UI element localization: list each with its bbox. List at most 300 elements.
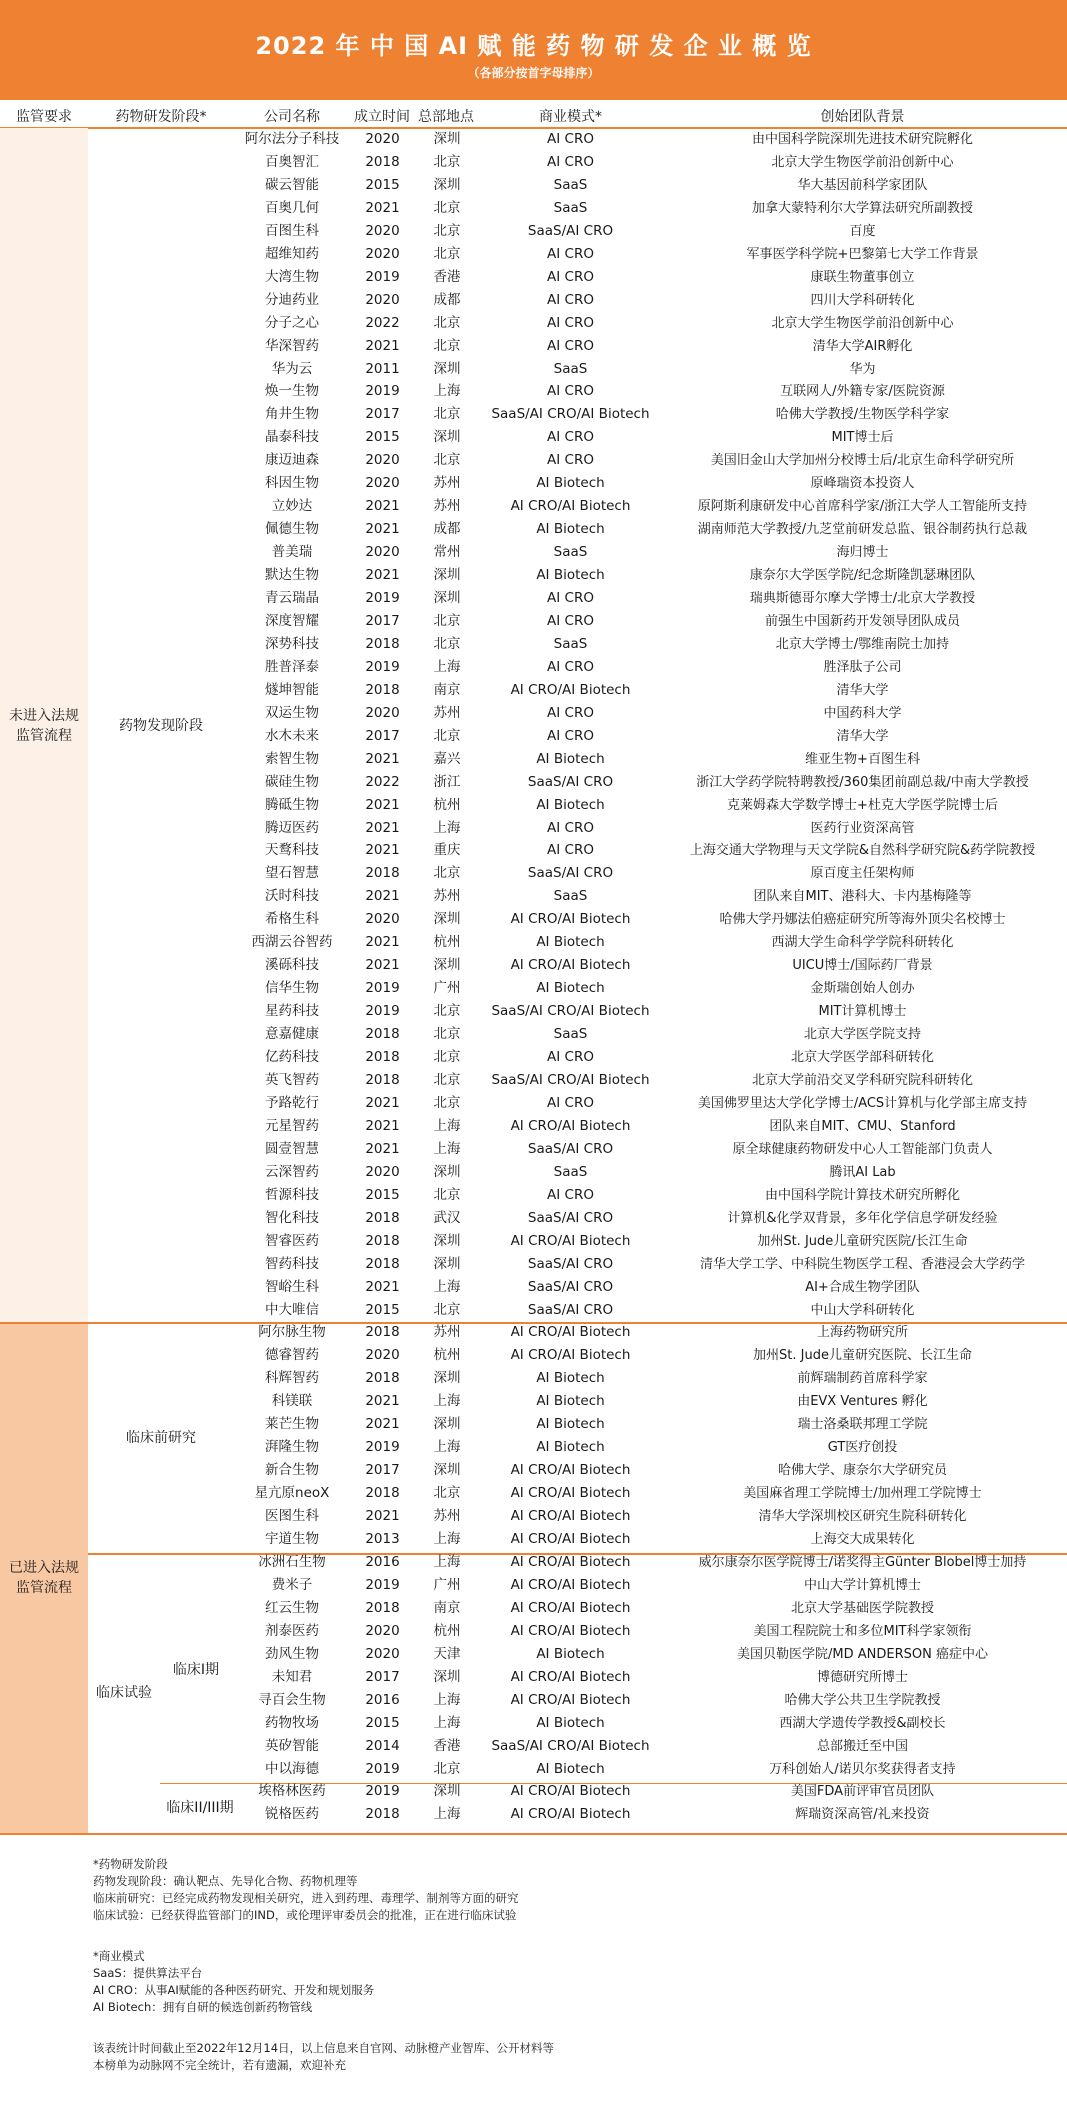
table-row: [0, 197, 1067, 220]
founding-team: 原峰瑞资本投资人: [810, 476, 915, 492]
hq-location: 深圳: [433, 1416, 461, 1433]
business-model: AI CRO: [547, 590, 594, 606]
business-model: AI CRO/AI Biotech: [510, 1462, 631, 1479]
company-name: 腾迈医药: [265, 819, 319, 836]
company-name: 意嘉健康: [265, 1026, 319, 1042]
founded-year: 2018: [365, 1209, 400, 1226]
hq-location: 上海: [433, 1691, 461, 1708]
hq-location: 上海: [433, 1439, 461, 1456]
business-model: SaaS: [553, 1026, 588, 1042]
founding-team: 总部搬迁至中国: [816, 1738, 908, 1754]
table-row: [0, 289, 1067, 312]
hq-location: 杭州: [433, 796, 461, 813]
footnote-stage-discovery: 药物发现阶段：确认靶点、先导化合物、药物机理等: [93, 1874, 358, 1888]
founding-team: 金斯瑞创始人创办: [810, 981, 915, 997]
hq-location: 香港: [433, 268, 461, 285]
company-name: 新合生物: [265, 1462, 319, 1479]
founded-year: 2020: [365, 475, 400, 492]
hq-location: 北京: [433, 314, 461, 331]
founded-year: 2021: [365, 1094, 400, 1111]
company-name: 分迪药业: [265, 291, 319, 308]
founding-team: 清华大学: [836, 728, 889, 744]
table-row: [0, 243, 1067, 266]
founded-year: 2018: [365, 1232, 400, 1249]
company-name: 胜普泽泰: [265, 658, 319, 675]
business-model: AI Biotech: [536, 1370, 605, 1387]
table-row: [0, 610, 1067, 633]
founded-year: 2021: [365, 796, 400, 813]
founding-team: 清华大学工学、中科院生物医学工程、香港浸会大学药学: [699, 1256, 1025, 1272]
founded-year: 2021: [365, 337, 400, 354]
business-model: AI CRO: [547, 245, 594, 262]
company-name: 晶泰科技: [265, 429, 319, 446]
founding-team: 美国旧金山大学加州分校博士后/北京生命科学研究所: [710, 453, 1015, 469]
founding-team: 互联网人/外籍专家/医院资源: [780, 384, 945, 400]
founded-year: 2020: [365, 452, 400, 469]
founded-year: 2017: [365, 1462, 400, 1479]
founding-team: 团队来自MIT、港科大、卡内基梅隆等: [753, 889, 972, 905]
table-row: [0, 358, 1067, 381]
hq-location: 上海: [433, 1278, 461, 1295]
hq-location: 上海: [433, 1806, 461, 1823]
col-header-location: 总部地点: [418, 109, 474, 125]
company-name: 中以海德: [265, 1760, 319, 1777]
founding-team: 浙江大学药学院特聘教授/360集团前副总裁/中南大学教授: [696, 774, 1029, 790]
founded-year: 2015: [365, 176, 400, 193]
table-row: [0, 1758, 1067, 1781]
founding-team: 北京大学基础医学院教授: [790, 1600, 934, 1616]
table-row: [0, 426, 1067, 449]
hq-location: 苏州: [433, 498, 461, 515]
company-name: 腾砥生物: [265, 796, 319, 813]
business-model: SaaS/AI CRO/AI Biotech: [491, 406, 650, 423]
table-row: [0, 931, 1067, 954]
page-title: 2022 年 中 国 AI 赋 能 药 物 研 发 企 业 概 览: [255, 32, 812, 60]
table-row: [0, 312, 1067, 335]
founded-year: 2021: [365, 1140, 400, 1157]
title-banner: [0, 0, 1067, 100]
business-model: AI Biotech: [536, 796, 605, 813]
col-header-stage: 药物研发阶段*: [115, 109, 207, 125]
founded-year: 2013: [365, 1531, 400, 1547]
business-model: AI CRO: [547, 131, 594, 147]
hq-location: 南京: [433, 681, 461, 698]
founding-team: 西湖大学遗传学教授&副校长: [779, 1715, 946, 1731]
hq-location: 上海: [433, 1553, 461, 1570]
company-name: 双运生物: [265, 704, 319, 721]
founded-year: 2014: [365, 1737, 400, 1754]
column-header-row: [0, 100, 1067, 129]
founding-team: 万科创始人/诺贝尔奖获得者支持: [769, 1761, 956, 1777]
hq-location: 深圳: [433, 1163, 461, 1180]
company-name: 望石智慧: [265, 865, 319, 882]
founded-year: 2018: [365, 1599, 400, 1616]
company-name: 碳硅生物: [265, 773, 319, 790]
table-row: [0, 266, 1067, 289]
founding-team: MIT博士后: [831, 430, 894, 446]
company-name: 圆壹智慧: [265, 1140, 319, 1157]
table-row: [0, 495, 1067, 518]
founded-year: 2021: [365, 1393, 400, 1410]
company-name: 立妙达: [271, 498, 313, 515]
business-model: AI CRO: [547, 842, 594, 859]
business-model: AI CRO: [547, 613, 594, 629]
business-model: SaaS/AI CRO: [527, 222, 614, 239]
founding-team: 美国工程院院士和多位MIT科学家领衔: [753, 1623, 972, 1639]
company-name: 红云生物: [265, 1599, 319, 1616]
table-row: [0, 1413, 1067, 1436]
founded-year: 2020: [365, 1645, 400, 1662]
founding-team: 北京大学生物医学前沿创新中心: [771, 154, 954, 170]
founded-year: 2020: [365, 1347, 400, 1364]
hq-location: 天津: [433, 1645, 461, 1662]
founded-year: 2020: [365, 911, 400, 928]
company-name: 天鹜科技: [265, 842, 319, 859]
hq-location: 深圳: [433, 1462, 461, 1479]
business-model: AI CRO: [547, 1049, 594, 1065]
table-row: [0, 1321, 1067, 1344]
company-name: 西湖云谷智药: [251, 934, 333, 951]
table-row: [0, 1712, 1067, 1735]
founding-team: 加拿大蒙特利尔大学算法研究所副教授: [751, 200, 973, 216]
hq-location: 深圳: [433, 429, 461, 446]
hq-location: 北京: [433, 452, 461, 469]
founding-team: 原阿斯利康研发中心首席科学家/浙江大学人工智能所支持: [697, 499, 1028, 515]
founding-team: 华为: [849, 361, 876, 377]
table-row: [0, 1023, 1067, 1046]
table-row: [0, 380, 1067, 403]
founding-team: 中山大学科研转化: [810, 1302, 915, 1318]
table-row: [0, 794, 1067, 817]
company-name: 深度智耀: [265, 613, 319, 629]
business-model: AI CRO/AI Biotech: [510, 1531, 631, 1547]
business-model: AI CRO/AI Biotech: [510, 1117, 631, 1134]
table-row: [0, 220, 1067, 243]
table-row: [0, 335, 1067, 358]
founded-year: 2018: [365, 1071, 400, 1088]
table-row: [0, 1666, 1067, 1689]
founded-year: 2019: [365, 1783, 400, 1800]
footnote-stage-title: *药物研发阶段: [93, 1857, 168, 1871]
founding-team: 美国FDA前评审官员团队: [790, 1784, 935, 1800]
founded-year: 2020: [365, 704, 400, 721]
company-name: 阿尔法分子科技: [244, 131, 340, 147]
founded-year: 2016: [365, 1691, 400, 1708]
table-row: [0, 679, 1067, 702]
business-model: AI CRO/AI Biotech: [510, 1347, 631, 1364]
col-header-name: 公司名称: [264, 109, 320, 125]
founding-team: 原全球健康药物研发中心人工智能部门负责人: [732, 1141, 993, 1157]
company-name: 焕一生物: [265, 383, 319, 400]
hq-location: 北京: [433, 406, 461, 423]
business-model: AI CRO: [547, 727, 594, 744]
table-row: [0, 1482, 1067, 1505]
company-name: 百奥智汇: [265, 153, 319, 170]
company-name: 德睿智药: [265, 1347, 319, 1364]
business-model: AI Biotech: [536, 475, 605, 492]
business-model: AI Biotech: [536, 750, 605, 767]
hq-location: 北京: [433, 727, 461, 744]
table-row: [0, 564, 1067, 587]
founding-team: 哈佛大学丹娜法伯癌症研究所等海外顶尖名校博士: [719, 912, 1006, 928]
business-model: SaaS: [553, 635, 588, 652]
business-model: AI CRO/AI Biotech: [510, 1599, 631, 1616]
founding-team: 美国贝勒医学院/MD ANDERSON 癌症中心: [737, 1646, 988, 1662]
founded-year: 2017: [365, 1668, 400, 1685]
hq-location: 深圳: [433, 1783, 461, 1800]
table-row: [0, 771, 1067, 794]
company-name: 碳云智能: [265, 176, 319, 193]
founding-team: 前辉瑞制药首席科学家: [797, 1371, 928, 1387]
business-model: AI CRO: [547, 314, 594, 331]
business-model: AI CRO/AI Biotech: [510, 1508, 631, 1524]
founding-team: 瑞士洛桑联邦理工学院: [797, 1417, 928, 1433]
founded-year: 2021: [365, 1508, 400, 1524]
footnote-mode-title: *商业模式: [93, 1949, 145, 1963]
company-name: 星亢原neoX: [254, 1485, 330, 1501]
business-model: AI CRO: [547, 429, 594, 446]
table-row: [0, 633, 1067, 656]
page-subtitle: （各部分按首字母排序）: [467, 66, 600, 80]
founding-team: 湖南师范大学教授/九芝堂前研发总监、银谷制药执行总裁: [697, 522, 1028, 538]
table-row: [0, 1367, 1067, 1390]
founding-team: 原百度主任架构师: [810, 866, 915, 882]
founded-year: 2016: [365, 1553, 400, 1570]
founding-team: 哈佛大学教授/生物医学科学家: [775, 407, 950, 423]
business-model: SaaS: [553, 176, 588, 193]
company-name: 寻百会生物: [258, 1691, 326, 1708]
hq-location: 北京: [433, 1760, 461, 1777]
business-model: AI CRO: [547, 1094, 594, 1111]
company-name: 普美瑞: [271, 544, 313, 561]
founded-year: 2018: [365, 1806, 400, 1823]
stage-label-phase2-3: 临床II/III期: [166, 1800, 234, 1816]
hq-location: 深圳: [433, 567, 461, 583]
hq-location: 北京: [433, 1094, 461, 1111]
founded-year: 2015: [365, 1714, 400, 1731]
company-name: 溪砾科技: [265, 957, 319, 974]
business-model: SaaS: [553, 360, 588, 377]
founding-team: 由中国科学院深圳先进技术研究院孵化: [751, 132, 973, 147]
table-row: [0, 954, 1067, 977]
table-row: [0, 1597, 1067, 1620]
business-model: SaaS: [553, 888, 588, 905]
table-row: [0, 174, 1067, 197]
business-model: AI CRO: [547, 658, 594, 675]
business-model: SaaS: [553, 1163, 588, 1180]
founding-team: 哈佛大学、康奈尔大学研究员: [777, 1463, 947, 1479]
company-name: 智峪生科: [265, 1278, 319, 1295]
company-name: 元星智药: [265, 1117, 319, 1134]
table-row: [0, 1643, 1067, 1666]
founding-team: 腾讯AI Lab: [829, 1164, 896, 1180]
founded-year: 2018: [365, 865, 400, 882]
table-row: [0, 403, 1067, 426]
business-model: AI CRO/AI Biotech: [510, 1806, 631, 1823]
founded-year: 2019: [365, 268, 400, 285]
company-name: 科镁联: [271, 1393, 313, 1410]
footnote-mode-aibiotech: AI Biotech：拥有自研的候选创新药物管线: [93, 2000, 313, 2014]
hq-location: 南京: [433, 1599, 461, 1616]
business-model: AI CRO/AI Biotech: [510, 1622, 631, 1639]
business-model: SaaS/AI CRO: [527, 1255, 614, 1272]
company-name: 华深智药: [265, 337, 319, 354]
company-name: 英飞智药: [265, 1071, 319, 1088]
founding-team: 上海药物研究所: [816, 1325, 908, 1341]
hq-location: 北京: [433, 1049, 461, 1065]
founding-team: 辉瑞资深高管/礼来投资: [795, 1807, 930, 1823]
company-name: 云深智药: [265, 1163, 319, 1180]
col-header-team: 创始团队背景: [820, 109, 905, 125]
business-model: SaaS/AI CRO: [527, 865, 614, 882]
hq-location: 常州: [433, 544, 461, 561]
company-name: 锐格医药: [265, 1806, 319, 1823]
founded-year: 2020: [365, 131, 400, 147]
business-model: AI CRO: [547, 291, 594, 308]
company-name: 分子之心: [265, 314, 319, 331]
founded-year: 2020: [365, 1163, 400, 1180]
company-name: 超维知药: [265, 245, 319, 262]
business-model: AI CRO: [547, 337, 594, 354]
hq-location: 杭州: [433, 1347, 461, 1364]
founding-team: 上海交大成果转化: [810, 1532, 915, 1547]
founding-team: 四川大学科研转化: [810, 292, 915, 308]
founded-year: 2019: [365, 1003, 400, 1020]
hq-location: 苏州: [433, 1324, 461, 1341]
hq-location: 深圳: [433, 1370, 461, 1387]
table-row: [0, 1620, 1067, 1643]
founded-year: 2021: [365, 842, 400, 859]
founding-team: 美国佛罗里达大学化学博士/ACS计算机与化学部主席支持: [697, 1095, 1028, 1111]
company-name: 大湾生物: [265, 268, 319, 285]
hq-location: 上海: [433, 819, 461, 836]
business-model: AI Biotech: [536, 1714, 605, 1731]
company-name: 科辉智药: [265, 1370, 319, 1387]
business-model: AI Biotech: [536, 1439, 605, 1456]
col-header-year: 成立时间: [354, 109, 410, 125]
founded-year: 2021: [365, 199, 400, 216]
founded-year: 2020: [365, 245, 400, 262]
founded-year: 2021: [365, 1278, 400, 1295]
founding-team: 由中国科学院计算技术研究所孵化: [764, 1187, 960, 1203]
stage-label-preclinical: 临床前研究: [126, 1430, 196, 1446]
col-header-regulation: 监管要求: [16, 109, 72, 125]
table-row: [0, 1276, 1067, 1299]
business-model: SaaS/AI CRO: [527, 1209, 614, 1226]
founding-team: 西湖大学生命科学学院科研转化: [771, 935, 954, 951]
hq-location: 上海: [433, 1393, 461, 1410]
founded-year: 2021: [365, 819, 400, 836]
business-model: AI CRO: [547, 153, 594, 170]
table-bottom-border: [0, 1833, 1067, 1835]
business-model: SaaS/AI CRO: [527, 1301, 614, 1318]
hq-location: 深圳: [433, 176, 461, 193]
founding-team: 百度: [849, 223, 876, 239]
company-name: 阿尔脉生物: [258, 1324, 326, 1341]
table-row: [0, 1735, 1067, 1758]
company-name: 湃隆生物: [265, 1439, 319, 1456]
table-row: [0, 1253, 1067, 1276]
founding-team: 清华大学: [836, 682, 889, 698]
hq-location: 杭州: [433, 1622, 461, 1639]
company-name: 燧坤智能: [265, 681, 319, 698]
hq-location: 北京: [433, 1003, 461, 1020]
stage-label-phase1: 临床I期: [172, 1662, 220, 1678]
company-name: 青云瑞晶: [265, 590, 319, 606]
founded-year: 2019: [365, 658, 400, 675]
business-model: AI CRO/AI Biotech: [510, 1576, 631, 1593]
company-name: 索智生物: [265, 750, 319, 767]
company-name: 亿药科技: [265, 1049, 319, 1065]
founded-year: 2018: [365, 635, 400, 652]
founding-team: 海归博士: [836, 545, 889, 561]
company-name: 宇道生物: [265, 1531, 319, 1547]
table-row: [0, 725, 1067, 748]
hq-location: 北京: [433, 1186, 461, 1203]
company-name: 百图生科: [265, 222, 319, 239]
hq-location: 上海: [433, 1531, 461, 1547]
table-row: [0, 1459, 1067, 1482]
founding-team: 哈佛大学公共卫生学院教授: [784, 1692, 941, 1708]
business-model: AI CRO/AI Biotech: [510, 498, 631, 515]
founding-team: GT医疗创投: [827, 1440, 898, 1456]
business-model: AI CRO/AI Biotech: [510, 1485, 631, 1501]
company-name: 埃格林医药: [258, 1783, 326, 1800]
company-name: 智药科技: [265, 1255, 319, 1272]
founded-year: 2018: [365, 1049, 400, 1065]
company-name: 深势科技: [265, 635, 319, 652]
business-model: AI Biotech: [536, 980, 605, 997]
table-row: [0, 1138, 1067, 1161]
hq-location: 深圳: [433, 957, 461, 974]
regulation-label-text: 未进入法规 监管流程: [9, 708, 79, 744]
founded-year: 2020: [365, 291, 400, 308]
col-header-model: 商业模式*: [539, 109, 602, 125]
company-name: 华为云: [271, 360, 313, 377]
hq-location: 浙江: [433, 773, 461, 790]
founded-year: 2015: [365, 1301, 400, 1318]
business-model: AI Biotech: [536, 1645, 605, 1662]
founding-team: 康联生物董事创立: [810, 269, 915, 285]
hq-location: 上海: [433, 1117, 461, 1134]
founded-year: 2020: [365, 1622, 400, 1639]
hq-location: 北京: [433, 337, 461, 354]
business-model: AI CRO/AI Biotech: [510, 1232, 631, 1249]
founded-year: 2019: [365, 1760, 400, 1777]
business-model: AI CRO: [547, 268, 594, 285]
founded-year: 2022: [365, 773, 400, 790]
company-name: 百奥几何: [265, 199, 319, 216]
table-row: [0, 128, 1067, 151]
business-model: AI CRO: [547, 452, 594, 469]
company-name: 佩德生物: [265, 521, 319, 538]
founding-team: 医药行业资深高管: [810, 820, 915, 836]
founded-year: 2018: [365, 1026, 400, 1042]
founded-year: 2015: [365, 429, 400, 446]
hq-location: 广州: [433, 980, 461, 997]
hq-location: 苏州: [433, 704, 461, 721]
hq-location: 苏州: [433, 1508, 461, 1524]
hq-location: 北京: [433, 1301, 461, 1318]
company-name: 英矽智能: [265, 1737, 319, 1754]
table-row: [0, 977, 1067, 1000]
founding-team: 团队来自MIT、CMU、Stanford: [769, 1118, 956, 1134]
company-name: 康迈迪森: [265, 452, 319, 469]
hq-location: 杭州: [433, 934, 461, 951]
table-row: [0, 518, 1067, 541]
table-row: [0, 1000, 1067, 1023]
founded-year: 2017: [365, 613, 400, 629]
